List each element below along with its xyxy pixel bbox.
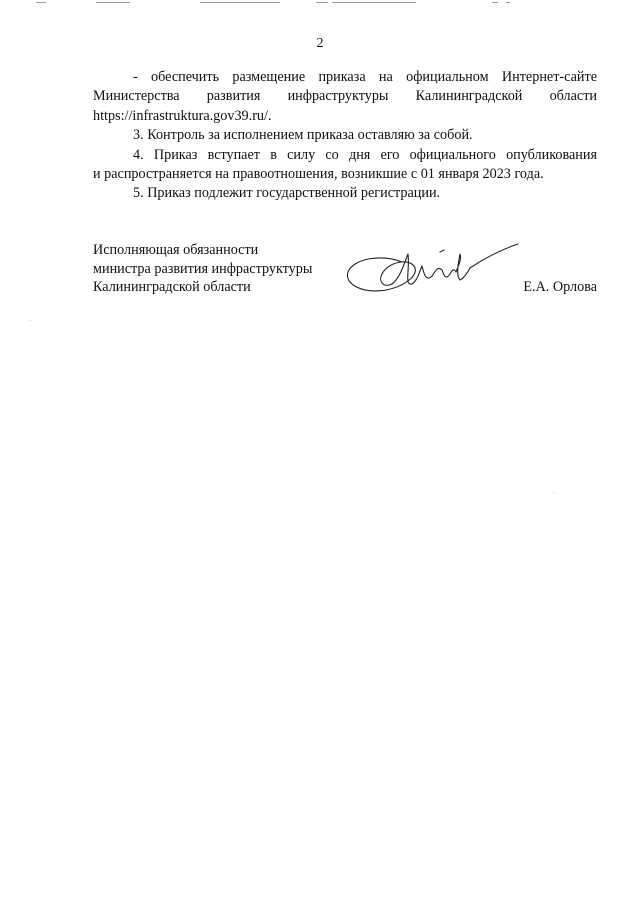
publish-instruction-cont xyxy=(93,87,597,126)
item-3: 3. Контроль за исполнением приказа оставляю за собой. xyxy=(133,127,473,144)
document-body xyxy=(93,68,597,204)
item-4 xyxy=(93,146,597,165)
publish-line-2: Министерства развития инфраструктуры Калининградской области xyxy=(93,88,597,105)
signatory-title-line-2: министра развития инфраструктуры xyxy=(93,260,313,277)
item-5: 5. Приказ подлежит государственной регистрации. xyxy=(133,185,441,202)
publish-instruction xyxy=(93,68,597,87)
item-4-line-2: и распространяется на правоотношения, возникшие с 01 января 2023 года. xyxy=(93,166,544,183)
scan-speck xyxy=(30,320,31,321)
item-4-line-1: 4. Приказ вступает в силу со дня его официального опубликования xyxy=(133,146,597,163)
page-number: 2 xyxy=(316,36,324,51)
scan-speck xyxy=(553,492,554,493)
publish-line-3: https://infrastruktura.gov39.ru/. xyxy=(93,107,272,124)
item-4-cont xyxy=(93,165,597,184)
scan-edge-marks xyxy=(0,0,640,6)
publish-line-1: - обеспечить размещение приказа на официальном Интернет-сайте xyxy=(133,69,597,85)
handwritten-signature xyxy=(342,240,522,300)
signatory-title-line-3: Калининградской области xyxy=(93,279,251,295)
signatory-title-line-1: Исполняющая обязанности xyxy=(93,242,259,258)
signer-name: Е.А. Орлова xyxy=(523,279,597,295)
